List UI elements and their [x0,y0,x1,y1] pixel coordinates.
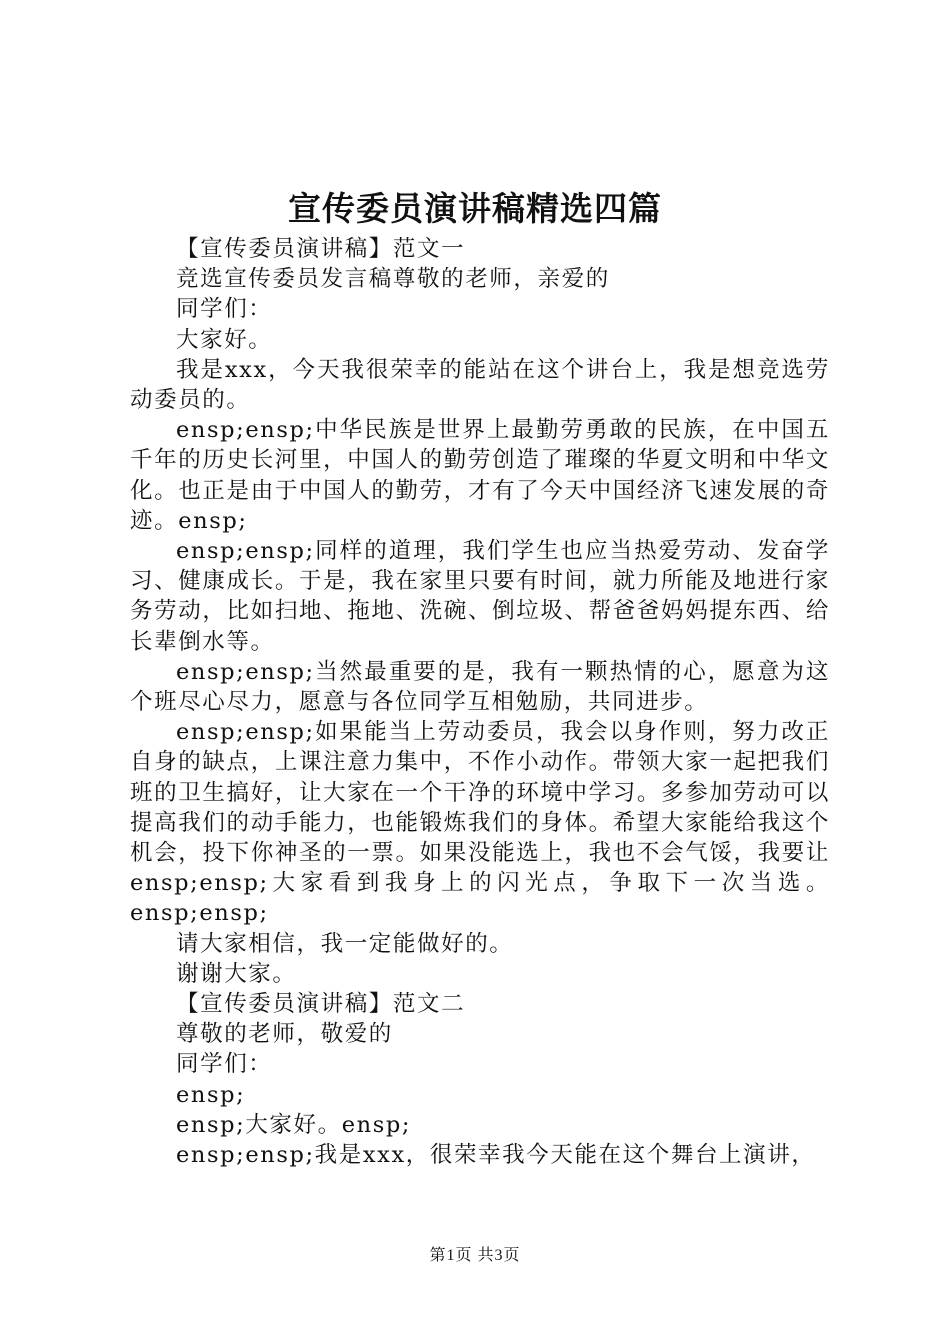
paragraph: ensp;ensp;当然最重要的是，我有一颗热情的心，愿意为这个班尽心尽力，愿意与各位同学互相勉励，共同进步。 [130,658,830,716]
paragraph: 同学们： [176,296,273,323]
paragraph: 我是xxx，今天我很荣幸的能站在这个讲台上，我是想竞选劳动委员的。 [130,356,830,414]
section-heading: 【宣传委员演讲稿】范文一 [176,236,466,262]
paragraph: ensp;ensp;我是xxx，很荣幸我今天能在这个舞台上演讲， [176,1142,816,1169]
page-footer: 第1页 共3页 [429,1247,521,1264]
paragraph: ensp; [176,1081,246,1108]
paragraph: ensp;ensp;同样的道理，我们学生也应当热爱劳动、发奋学习、健康成长。于是，我在家里只要有时间，就力所能及地进行家务劳动，比如扫地、拖地、洗碗、倒垃圾、帮爸爸妈妈提东西、给长辈倒水等。 [130,538,830,655]
paragraph: 请大家相信，我一定能做好的。 [176,930,514,957]
paragraph: 大家好。 [176,326,273,353]
section-heading: 【宣传委员演讲稿】范文二 [176,991,466,1018]
document-title: 宣传委员演讲稿精选四篇 [288,189,662,228]
paragraph: 竞选宣传委员发言稿尊敬的老师，亲爱的 [176,266,610,293]
paragraph: ensp;大家好。ensp; [176,1111,412,1138]
paragraph: 尊敬的老师，敬爱的 [176,1021,393,1048]
paragraph: ensp;ensp;中华民族是世界上最勤劳勇敢的民族，在中国五千年的历史长河里，中国人的勤劳创造了璀璨的华夏文明和中华文化。也正是由于中国人的勤劳，才有了今天中国经济飞速发展的奇迹。ensp; [130,417,830,534]
paragraph: 谢谢大家。 [176,960,297,987]
paragraph: 同学们： [176,1051,273,1078]
paragraph: ensp;ensp;如果能当上劳动委员，我会以身作则，努力改正自身的缺点，上课注意力集中，不作小动作。带领大家一起把我们班的卫生搞好，让大家在一个干净的环境中学习。多参加劳动可以提高我们的动手能力，也能锻炼我们的身体。希望大家能给我这个机会，投下你神圣的一票。如果没能选上，我也不会气馁，我要让ensp;ensp;大家看到我身上的闪光点，争取下一次当选。ensp;ensp; [130,719,830,927]
document-body [130,234,830,1170]
